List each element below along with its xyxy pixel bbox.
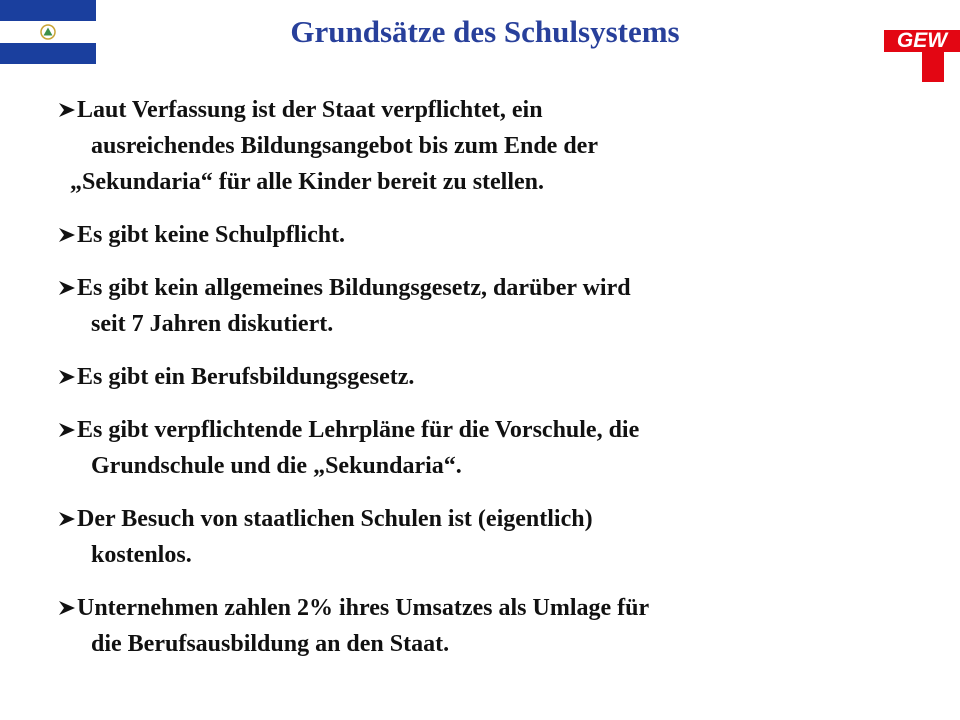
bullet-item (58, 217, 878, 253)
arrowhead-bullet-icon (58, 227, 76, 243)
bullet-line: Grundschule und die „Sekundaria“. (91, 453, 462, 479)
arrowhead-bullet-icon (58, 600, 76, 616)
bullet-item (58, 359, 878, 395)
bullet-line: kostenlos. (91, 542, 192, 568)
bullet-line: Laut Verfassung ist der Staat verpflichtet, ein (58, 92, 878, 128)
bullet-item (58, 590, 878, 662)
logo-text: GEW (896, 29, 948, 52)
bullet-line: Der Besuch von staatlichen Schulen ist (eigentlich) (58, 501, 878, 537)
bullet-line: „Sekundaria“ für alle Kinder bereit zu stellen. (70, 169, 545, 195)
bullet-line: Es gibt kein allgemeines Bildungsgesetz, darüber wird (58, 270, 878, 306)
bullet-line: die Berufsausbildung an den Staat. (91, 631, 450, 657)
arrowhead-bullet-icon (58, 102, 76, 118)
bullet-line: seit 7 Jahren diskutiert. (91, 311, 334, 337)
gew-logo-icon (884, 16, 960, 82)
bullet-line: ausreichendes Bildungsangebot bis zum Ende der (91, 133, 598, 159)
bullet-line: Es gibt ein Berufsbildungsgesetz. (58, 359, 878, 395)
arrowhead-bullet-icon (58, 369, 76, 385)
arrowhead-bullet-icon (58, 280, 76, 296)
bullet-item (58, 501, 878, 573)
bullet-item (58, 270, 878, 342)
arrowhead-bullet-icon (58, 511, 76, 527)
bullet-line: Unternehmen zahlen 2% ihres Umsatzes als Umlage für (58, 590, 878, 626)
bullet-item (58, 92, 878, 200)
bullet-line: Es gibt keine Schulpflicht. (58, 217, 878, 253)
page-title: Grundsätze des Schulsystems (290, 14, 680, 49)
bullet-item (58, 412, 878, 484)
bullet-list (58, 92, 878, 679)
arrowhead-bullet-icon (58, 422, 76, 438)
bullet-line: Es gibt verpflichtende Lehrpläne für die Vorschule, die (58, 412, 878, 448)
